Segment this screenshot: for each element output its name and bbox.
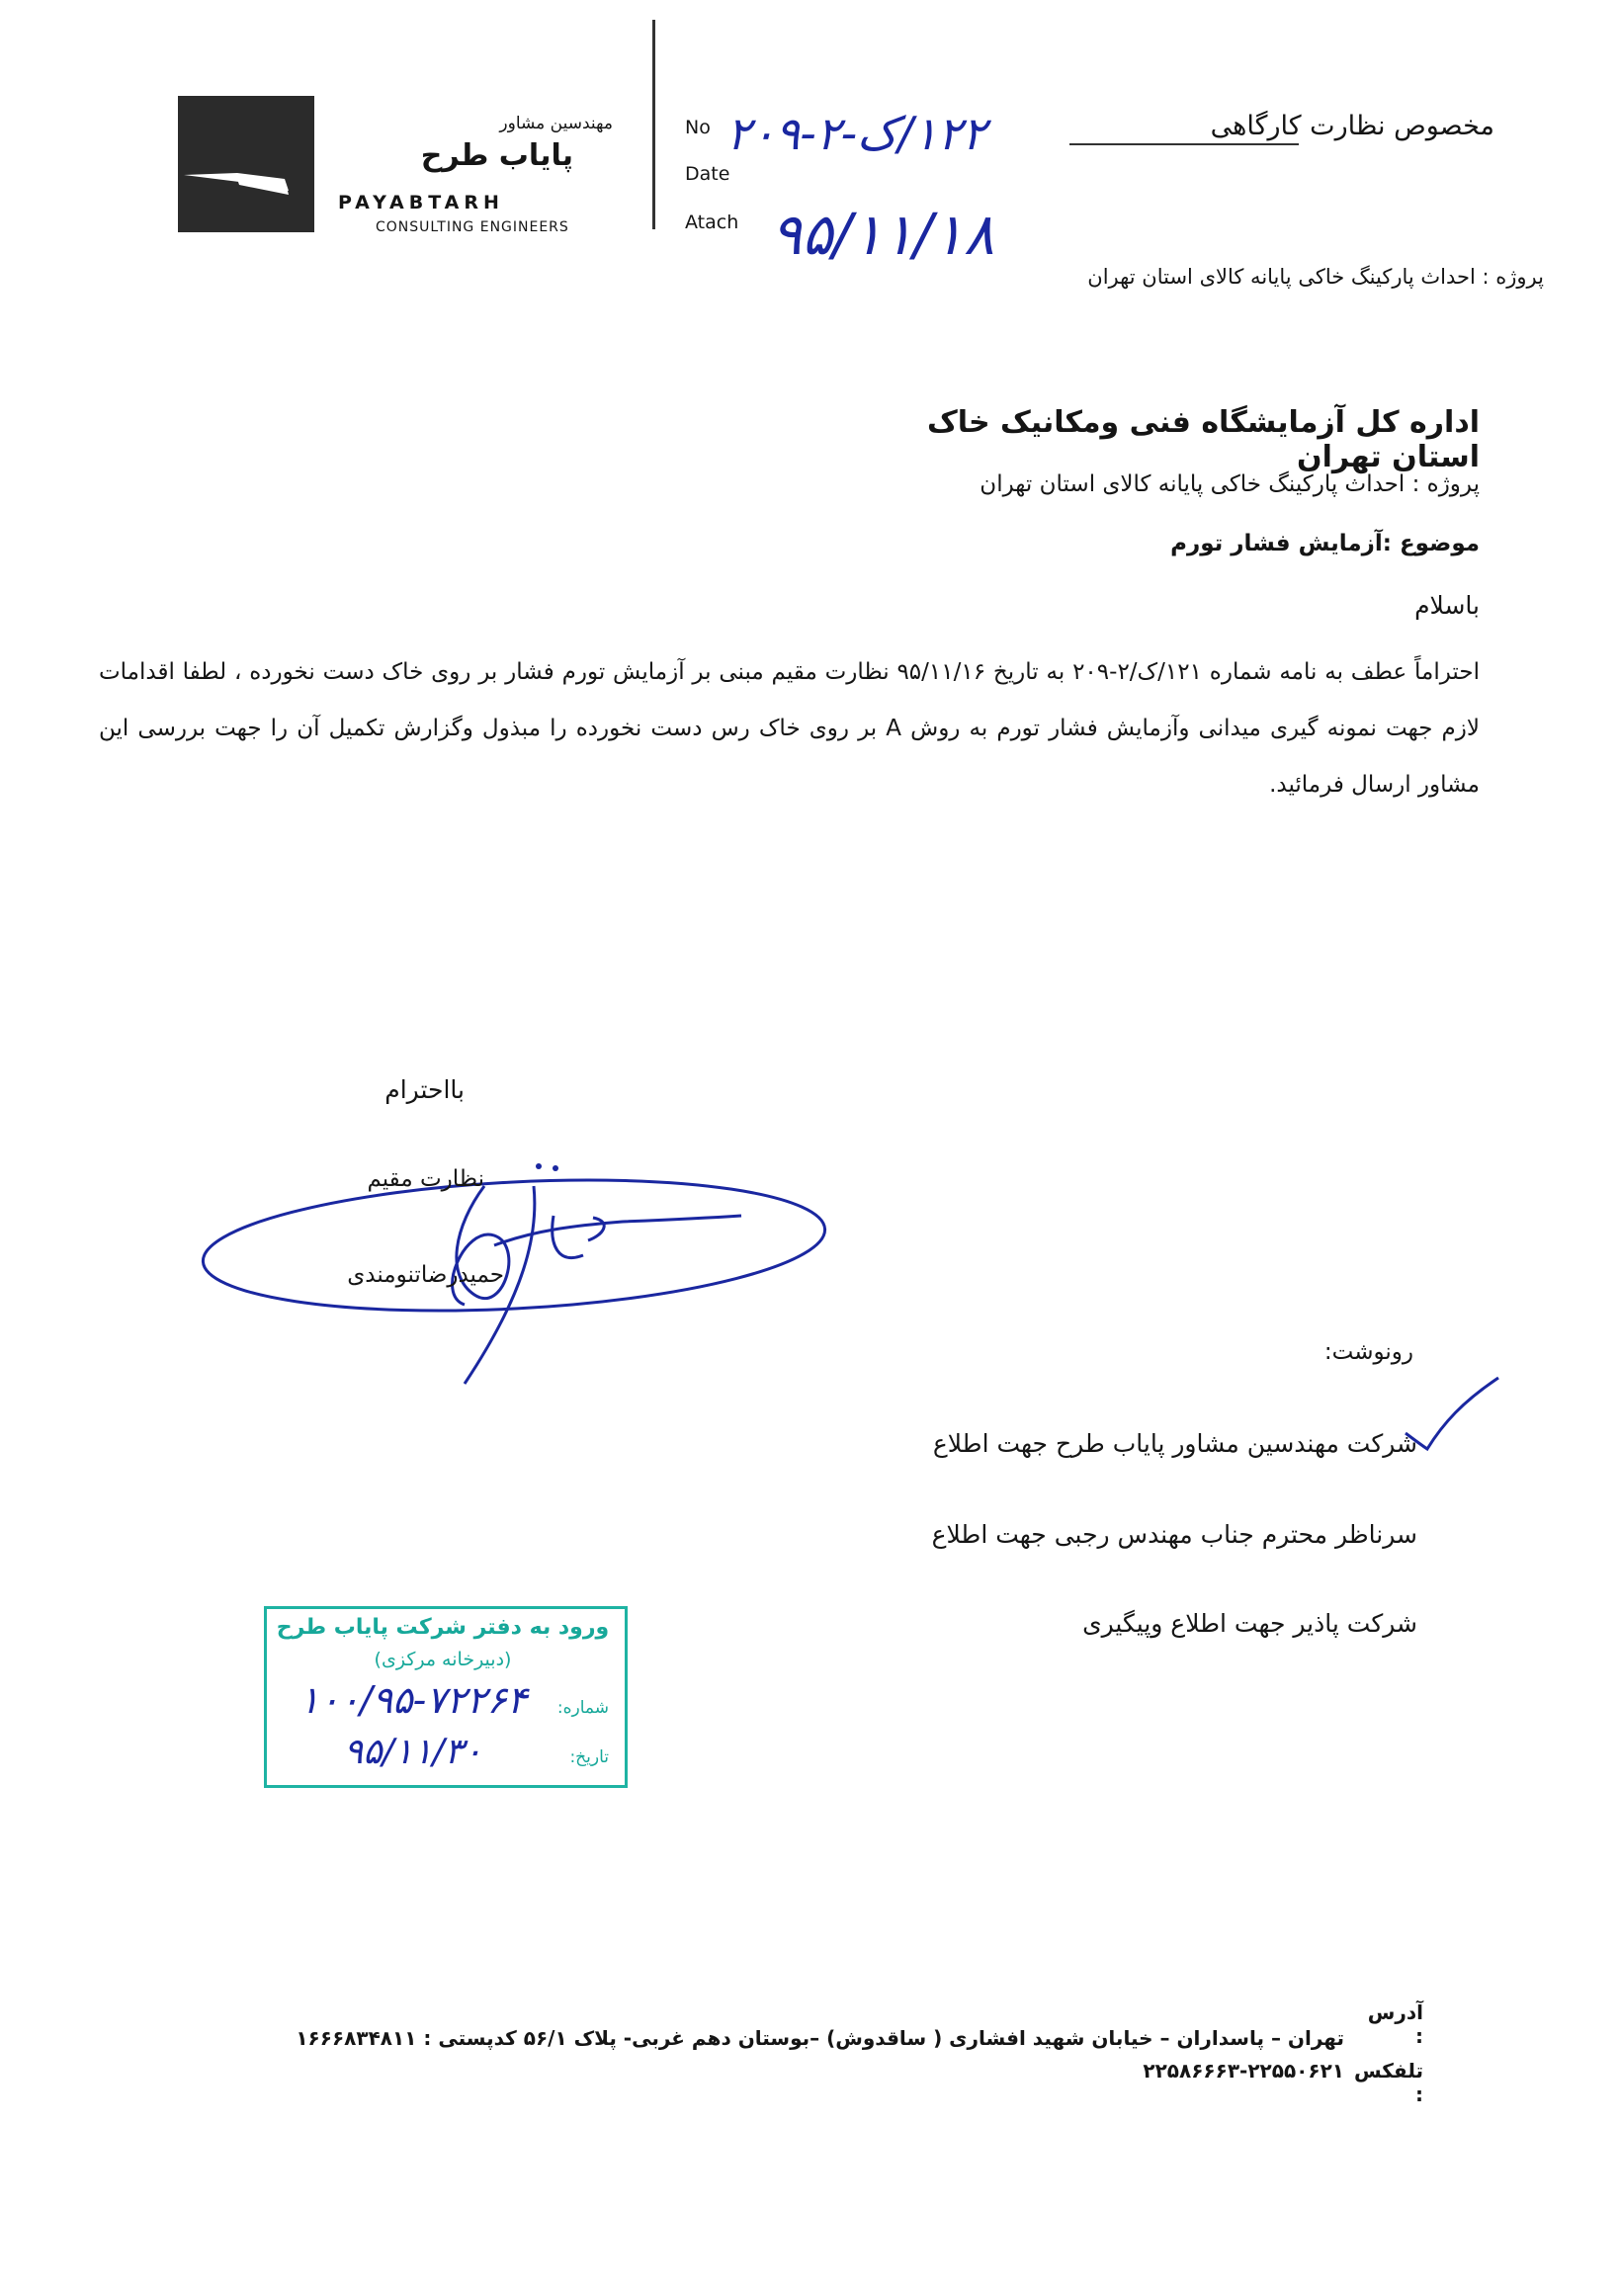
- address-label: آدرس :: [1367, 2000, 1423, 2048]
- brand-name-en: PAYABTARH: [338, 192, 504, 213]
- logo-mark-icon: [178, 96, 314, 232]
- body-paragraph: احتراماً عطف به نامه شماره ۱۲۱/ک/۲-۲۰۹ به تاریخ ۹۵/۱۱/۱۶ نظارت مقیم مبنی بر آزمایش تورم فشار بر روی خاک دست نخورده ، لطفا اقدامات لازم جهت نمونه گیری میدانی وآزمایش فشار تورم به روش A بر روی خاک رس دست نخورده را مبذول وگزارش تکمیل آن را جهت بررسی این مشاور ارسال فرمائید.: [99, 659, 1481, 798]
- fax-number: ۲۲۵۸۶۶۶۳-۲۲۵۵۰۶۲۱: [1143, 2059, 1344, 2083]
- special-underline: [1069, 143, 1299, 145]
- project-line: پروژه : احداث پارکینگ خاکی پایانه کالای استان تهران: [980, 471, 1480, 497]
- cc-item: سرناظر محترم جناب مهندس رجبی جهت اطلاع: [931, 1520, 1417, 1549]
- brand-subtitle-fa: مهندسین مشاور: [499, 114, 613, 133]
- signer-title: نظارت مقیم: [367, 1166, 484, 1192]
- attach-label: Atach: [685, 212, 739, 233]
- letter-number-handwritten: ۱۲۲/ک-۲-۲۰۹: [726, 107, 986, 160]
- company-logo: [178, 96, 314, 232]
- address-text: تهران – پاسداران – خیابان شهید افشاری ( ساقدوش) –بوستان دهم غربی- پلاک ۵۶/۱ کدپستی : ۱۶۶۶۸۳۴۸۱۱: [296, 2026, 1344, 2050]
- stamp-subtitle: (دبیرخانه مرکزی): [374, 1649, 512, 1670]
- stamp-title: ورود به دفتر شرکت پایاب طرح: [276, 1615, 610, 1640]
- number-label: No: [685, 117, 711, 138]
- cc-item: شرکت مهندسین مشاور پایاب طرح جهت اطلاع: [932, 1429, 1417, 1458]
- recipient-heading: اداره کل آزمایشگاه فنی ومکانیک خاک استان تهران: [927, 405, 1480, 474]
- stamp-date-label: تاریخ:: [569, 1747, 609, 1767]
- brand-name-fa: پایاب طرح: [420, 138, 573, 173]
- stamp-number-handwritten: ۱۰۰/۹۵-۷۲۲۶۴: [298, 1678, 528, 1722]
- brand-tagline-en: CONSULTING ENGINEERS: [376, 219, 569, 235]
- letter-date-handwritten: ۹۵/۱۱/۱۸: [771, 201, 994, 268]
- closing: بااحترام: [384, 1075, 465, 1104]
- cc-item: شرکت پاذیر جهت اطلاع وپیگیری: [1082, 1609, 1417, 1638]
- cc-label: رونوشت:: [1323, 1339, 1413, 1365]
- greeting: باسلام: [1414, 591, 1480, 620]
- fax-label: تلفکس :: [1354, 2059, 1423, 2106]
- date-label: Date: [685, 163, 730, 185]
- receipt-stamp: [264, 1606, 628, 1788]
- header-divider: [652, 20, 655, 229]
- header-project-line: پروژه : احداث پارکینگ خاکی پایانه کالای استان تهران: [1087, 265, 1544, 289]
- stamp-number-label: شماره:: [556, 1698, 609, 1718]
- signer-name: حمیدرضاتنومندی: [347, 1262, 504, 1288]
- stamp-date-handwritten: ۹۵/۱۱/۳۰: [343, 1732, 483, 1772]
- special-label: مخصوص نظارت کارگاهی: [1210, 111, 1494, 141]
- subject-line: موضوع :آزمایش فشار تورم: [1170, 531, 1480, 556]
- check-mark-icon: [1404, 1374, 1502, 1453]
